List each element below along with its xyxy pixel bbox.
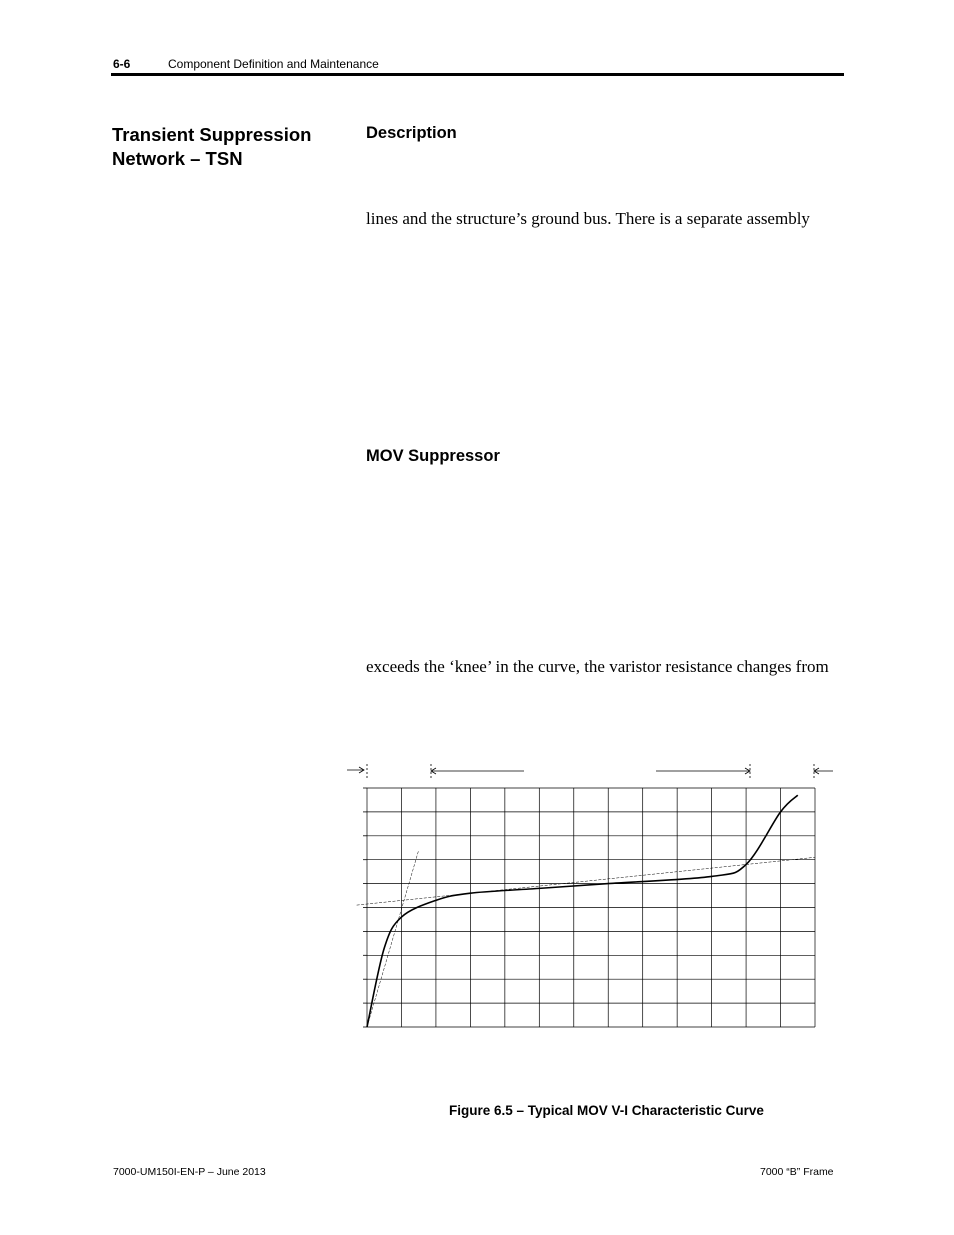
mov-heading: MOV Suppressor	[366, 447, 500, 465]
chart-svg	[340, 758, 840, 1038]
mov-vi-chart	[340, 758, 840, 1043]
section-title: Transient Suppression Network – TSN	[112, 124, 312, 169]
footer-publication: 7000-UM150I-EN-P – June 2013	[113, 1166, 266, 1178]
header-rule	[111, 73, 844, 76]
reference-line-1	[367, 850, 419, 1027]
description-text-line: lines and the structure’s ground bus. There is a separate assembly	[366, 209, 810, 228]
page-number: 6-6	[113, 57, 131, 71]
figure-caption: Figure 6.5 – Typical MOV V-I Characteristic Curve	[449, 1103, 764, 1118]
mov-text-line: exceeds the ‘knee’ in the curve, the varistor resistance changes from	[366, 657, 829, 676]
chapter-title: Component Definition and Maintenance	[168, 57, 379, 71]
vi-curve	[367, 795, 798, 1027]
description-heading: Description	[366, 124, 457, 142]
footer-product: 7000 “B” Frame	[760, 1166, 834, 1178]
